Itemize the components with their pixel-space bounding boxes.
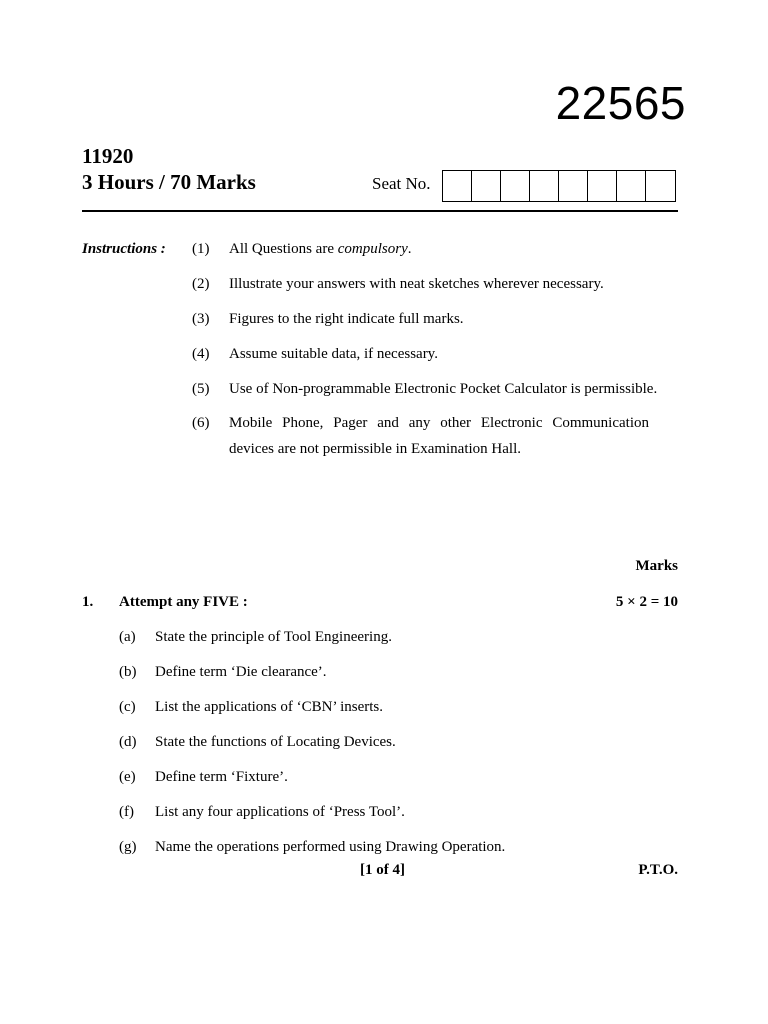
sub-question-text: Name the operations performed using Drawing Operation. (155, 839, 506, 855)
duration-marks: 3 Hours / 70 Marks (82, 170, 256, 194)
instruction-number: (1) (192, 241, 210, 257)
question-marks: 5 × 2 = 10 (615, 594, 678, 610)
instruction-text: Illustrate your answers with neat sketches wherever necessary. (229, 276, 604, 292)
sub-question-letter: (g) (119, 839, 137, 855)
seat-box (588, 171, 617, 201)
seat-box (617, 171, 646, 201)
seat-box (472, 171, 501, 201)
instruction-number: (3) (192, 311, 210, 327)
instruction-text: Mobile Phone, Pager and any other Electronic Communication devices are not permissible in Examination Hall. (229, 415, 649, 457)
marks-heading: Marks (635, 558, 678, 574)
seat-box (443, 171, 472, 201)
sub-question-letter: (b) (119, 664, 137, 680)
instructions-label: Instructions : (82, 241, 166, 257)
instruction-text: Use of Non-programmable Electronic Pocket Calculator is permissible. (229, 381, 658, 397)
instruction-text: Figures to the right indicate full marks. (229, 311, 464, 327)
question-number: 1. (82, 594, 94, 610)
instruction-number: (6) (192, 415, 210, 431)
sub-question-text: Define term ‘Die clearance’. (155, 664, 327, 680)
question-title: Attempt any FIVE : (119, 594, 248, 610)
sub-question-letter: (e) (119, 769, 136, 785)
instruction-text: Assume suitable data, if necessary. (229, 346, 438, 362)
seat-number-boxes (442, 170, 676, 202)
sub-question-letter: (c) (119, 699, 136, 715)
seat-box (559, 171, 588, 201)
pto-note: P.T.O. (638, 862, 678, 878)
instruction-text: All Questions are compulsory. (229, 241, 412, 257)
page-number: [1 of 4] (360, 862, 405, 878)
paper-code: 22565 (555, 77, 686, 129)
sub-question-text: List the applications of ‘CBN’ inserts. (155, 699, 384, 715)
exam-code: 11920 (82, 144, 134, 168)
sub-question-letter: (d) (119, 734, 137, 750)
seat-box (530, 171, 559, 201)
sub-question-letter: (a) (119, 629, 136, 645)
seat-box (646, 171, 675, 201)
seat-box (501, 171, 530, 201)
sub-question-text: State the functions of Locating Devices. (155, 734, 396, 750)
instruction-number: (5) (192, 381, 210, 397)
sub-question-text: Define term ‘Fixture’. (155, 769, 288, 785)
sub-question-text: List any four applications of ‘Press Tool’. (155, 804, 405, 820)
seat-number-label: Seat No. (372, 174, 431, 193)
header-divider (82, 210, 678, 212)
sub-question-text: State the principle of Tool Engineering. (155, 629, 392, 645)
sub-question-letter: (f) (119, 804, 134, 820)
instruction-number: (2) (192, 276, 210, 292)
instruction-number: (4) (192, 346, 210, 362)
